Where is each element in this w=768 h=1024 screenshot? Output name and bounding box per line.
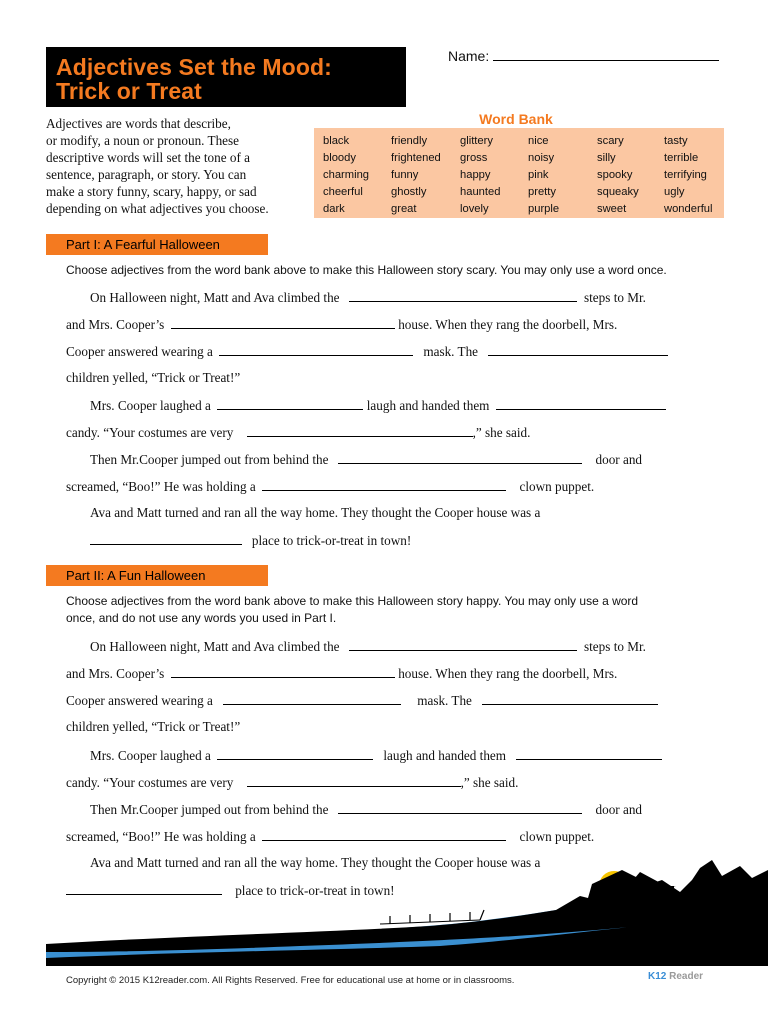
blank[interactable]	[90, 532, 242, 545]
intro-line: depending on what adjectives you choose.	[46, 201, 269, 217]
intro-line: sentence, paragraph, or story. You can	[46, 167, 247, 183]
word: scary	[597, 135, 624, 147]
word: sweet	[597, 202, 627, 215]
story2-line3: Cooper answered wearing a mask. The	[66, 692, 706, 709]
name-label: Name:	[448, 48, 490, 64]
story1-line1: On Halloween night, Matt and Ava climbed the steps to Mr.	[90, 290, 646, 305]
blank[interactable]	[217, 397, 363, 410]
story1-line8: screamed, “Boo!” He was holding a clown puppet.	[66, 479, 595, 494]
blank[interactable]	[338, 451, 582, 464]
part2-instructions: Choose adjectives from the word bank above to make this Halloween story happy. You may only use a word once, and do not use any words you used in Part I.	[66, 594, 639, 625]
story2-line1: On Halloween night, Matt and Ava climbed the steps to Mr.	[90, 639, 646, 654]
story1-line9: Ava and Matt turned and ran all the way home. They thought the Cooper house was a	[90, 505, 541, 520]
story1-line5: Mrs. Cooper laughed a laugh and handed them	[90, 397, 730, 414]
word: pink	[528, 168, 549, 181]
word-bank-column	[664, 133, 713, 218]
word: friendly	[391, 135, 428, 147]
word: spooky	[597, 168, 633, 181]
story2-line7: Then Mr.Cooper jumped out from behind the door and	[90, 802, 643, 817]
story2-line10: place to trick-or-treat in town!	[66, 882, 706, 899]
word: bloody	[323, 151, 356, 164]
word: cheerful	[323, 185, 363, 198]
story1-line2: and Mrs. Cooper’s house. When they rang the doorbell, Mrs.	[66, 317, 618, 332]
word: haunted	[460, 185, 501, 198]
intro-text	[46, 115, 308, 218]
word: pretty	[528, 185, 556, 198]
part1-instructions: Choose adjectives from the word bank above to make this Halloween story scary. You may only use a word once.	[66, 263, 667, 277]
story2-line5: Mrs. Cooper laughed a laugh and handed them	[90, 747, 730, 764]
blank[interactable]	[349, 638, 577, 651]
blank[interactable]	[488, 343, 668, 356]
blank[interactable]	[171, 665, 395, 678]
word: noisy	[528, 151, 555, 164]
story2-line9: Ava and Matt turned and ran all the way home. They thought the Cooper house was a	[90, 855, 541, 870]
blank[interactable]	[171, 316, 395, 329]
word: great	[391, 202, 417, 215]
word: funny	[391, 168, 419, 181]
word-bank-title: Word Bank	[479, 111, 553, 127]
blank[interactable]	[247, 424, 473, 437]
word-bank-column	[597, 133, 639, 218]
word: gross	[460, 151, 488, 164]
story1-line3: Cooper answered wearing a mask. The	[66, 343, 706, 360]
word: frightened	[391, 151, 441, 164]
blank[interactable]	[247, 774, 461, 787]
intro-line: make a story funny, scary, happy, or sad	[46, 184, 257, 200]
title-banner	[46, 47, 406, 107]
intro-line: Adjectives are words that describe,	[46, 116, 231, 131]
k12reader-logo	[648, 971, 703, 982]
blank[interactable]	[338, 801, 582, 814]
word-bank	[314, 128, 724, 218]
blank[interactable]	[516, 747, 662, 760]
blank[interactable]	[482, 692, 658, 705]
name-line[interactable]	[493, 46, 719, 61]
word: ghostly	[391, 185, 427, 198]
word-bank-column	[460, 133, 500, 218]
story1-line7: Then Mr.Cooper jumped out from behind the door and	[90, 452, 643, 467]
story2-line6: candy. “Your costumes are very ,” she said.	[66, 775, 519, 790]
blank[interactable]	[496, 397, 666, 410]
story2-line8: screamed, “Boo!” He was holding a clown puppet.	[66, 829, 595, 844]
story1-line6: candy. “Your costumes are very ,” she said.	[66, 425, 531, 440]
word: nice	[528, 135, 549, 147]
word: terrifying	[664, 168, 707, 181]
story1-line4: children yelled, “Trick or Treat!”	[66, 370, 241, 385]
word: dark	[323, 202, 345, 215]
word: black	[323, 135, 350, 147]
page-title-line1: Adjectives Set the Mood:	[56, 54, 332, 80]
part1-heading: Part I: A Fearful Halloween	[46, 234, 268, 255]
word: wonderful	[664, 202, 713, 215]
halloween-scene-illustration	[0, 840, 768, 970]
word: ugly	[664, 185, 685, 198]
blank[interactable]	[223, 692, 401, 705]
word: squeaky	[597, 185, 639, 198]
word-bank-column	[528, 133, 559, 218]
intro-line: or modify, a noun or pronoun. These	[46, 133, 240, 149]
word-bank-column	[391, 133, 441, 218]
word: happy	[460, 168, 491, 181]
word: charming	[323, 168, 370, 181]
word: silly	[597, 151, 616, 164]
story2-line2: and Mrs. Cooper’s house. When they rang the doorbell, Mrs.	[66, 666, 618, 681]
copyright-footer: Copyright © 2015 K12reader.com. All Rights Reserved. Free for educational use at home or in classrooms.	[66, 975, 515, 986]
house-silhouette	[600, 898, 630, 920]
reader-logo-text: Reader	[669, 971, 704, 982]
blank[interactable]	[219, 343, 413, 356]
intro-line: descriptive words will set the tone of a	[46, 150, 250, 166]
blank[interactable]	[349, 289, 577, 302]
word-bank-column	[323, 133, 369, 218]
blank[interactable]	[217, 747, 373, 760]
k12-logo-text: K12	[648, 971, 667, 982]
story1-line10: place to trick-or-treat in town!	[90, 532, 730, 549]
word: glittery	[460, 135, 493, 147]
blank[interactable]	[262, 478, 506, 491]
part2-heading: Part II: A Fun Halloween	[46, 565, 268, 586]
word: purple	[528, 202, 560, 215]
name-field[interactable]	[448, 46, 719, 64]
word: tasty	[664, 135, 688, 147]
story2-line4: children yelled, “Trick or Treat!”	[66, 719, 241, 734]
page-title-line2: Trick or Treat	[56, 78, 202, 104]
word: terrible	[664, 151, 699, 164]
word: lovely	[460, 202, 489, 215]
